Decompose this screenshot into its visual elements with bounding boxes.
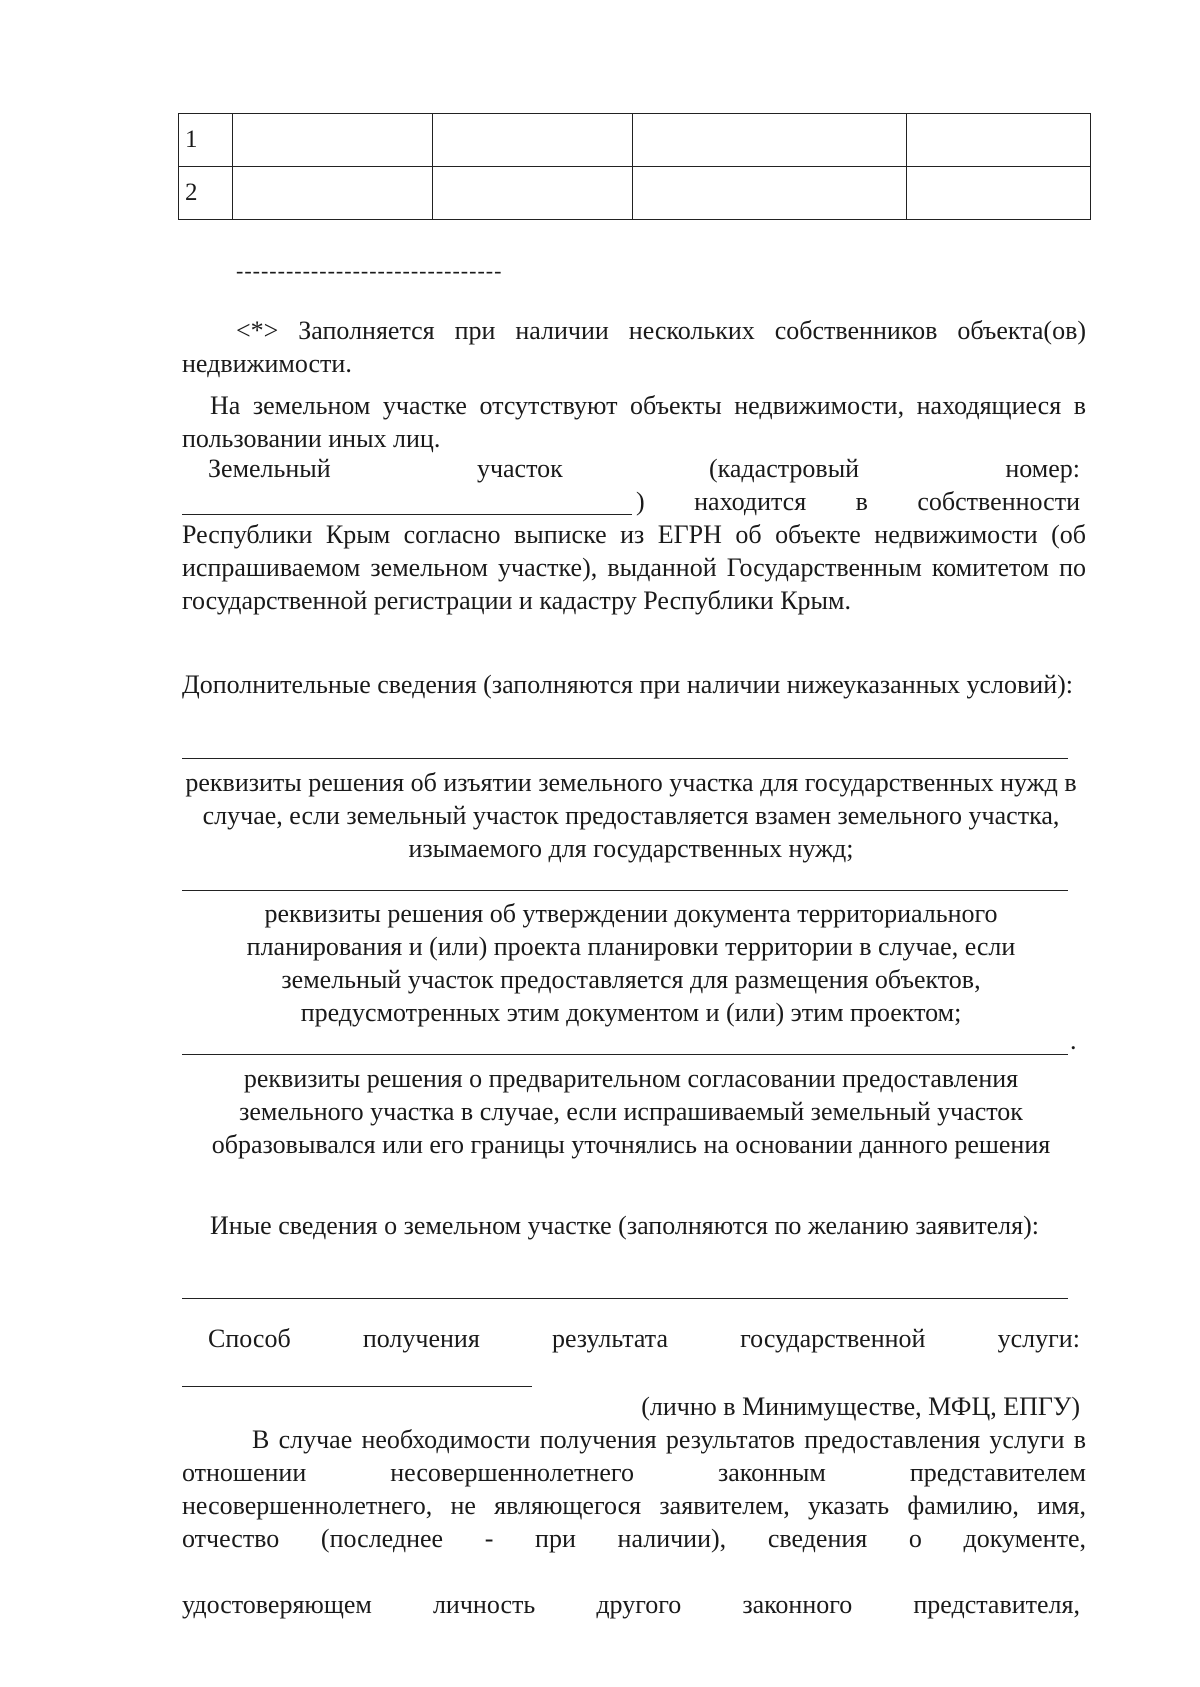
minor-representative-last-line: удостоверяющем личность другого законного представителя, (182, 1590, 1080, 1619)
table-row (179, 167, 1091, 220)
result-method-line: Способ получения результата государственной услуги: (208, 1324, 1080, 1353)
field-end-dot: . (1070, 1026, 1077, 1055)
paragraph-no-objects: На земельном участке отсутствуют объекты недвижимости, находящиеся в пользовании иных лиц. (182, 391, 1086, 453)
footnote-text: <*> Заполняется при наличии нескольких собственников объекта(ов) недвижимости. (182, 316, 1086, 378)
minor-representative-paragraph: В случае необходимости получения результатов предоставления услуги в отношении несовершеннолетнего законным представителем несовершеннолетнего, не являющегося заявителем, указать фамилию, имя, отчество (последнее - при наличии), сведения о документе, (182, 1425, 1086, 1553)
table-cell (907, 114, 1091, 167)
withdrawal-decision-field[interactable] (182, 758, 1068, 759)
table-cell (907, 167, 1091, 220)
other-info-field[interactable] (182, 1298, 1068, 1299)
result-method-hint: (лично в Минимуществе, МФЦ, ЕПГУ) (641, 1392, 1080, 1421)
table-cell (433, 114, 633, 167)
cadastral-number-field[interactable] (182, 514, 632, 515)
preliminary-approval-field[interactable] (182, 1054, 1068, 1055)
table-cell (233, 167, 433, 220)
territorial-planning-caption: реквизиты решения об утверждении документа территориального планирования и (или) проекта планировки территории в случае, если земельный участок предоставляется для размещения объектов, предусмотренных этим документом и (или) этим проектом; (246, 899, 1016, 1027)
table-cell (633, 167, 907, 220)
row-number: 2 (179, 167, 233, 220)
result-method-field[interactable] (182, 1386, 532, 1387)
preliminary-approval-caption: реквизиты решения о предварительном согласовании предоставления земельного участка в случае, если испрашиваемый земельный участок образовывался или его границы уточнялись на основании данного решения (211, 1064, 1051, 1159)
row-number: 1 (179, 114, 233, 167)
land-plot-line-2: ) находится в собственности (636, 487, 1080, 516)
withdrawal-decision-caption: реквизиты решения об изъятии земельного участка для государственных нужд в случае, если земельный участок предоставляется взамен земельного участка, изымаемого для государственных нужд; (185, 768, 1077, 863)
territorial-planning-field[interactable] (182, 890, 1068, 891)
land-plot-ownership-text: Республики Крым согласно выписке из ЕГРН об объекте недвижимости (об испрашиваемом земельном участке), выданной Государственным комитетом по государственной регистрации и кадастру Республики Крым. (182, 520, 1086, 615)
table-row (179, 114, 1091, 167)
land-plot-line-1: Земельный участок (кадастровый номер: (208, 454, 1080, 483)
owners-table (178, 113, 1091, 220)
table-cell (433, 167, 633, 220)
table-cell (233, 114, 433, 167)
additional-info-heading: Дополнительные сведения (заполняются при наличии нижеуказанных условий): (182, 670, 1074, 699)
table-cell (633, 114, 907, 167)
footnote-separator: -------------------------------- (236, 258, 503, 283)
other-info-heading: Иные сведения о земельном участке (заполняются по желанию заявителя): (210, 1211, 1039, 1240)
